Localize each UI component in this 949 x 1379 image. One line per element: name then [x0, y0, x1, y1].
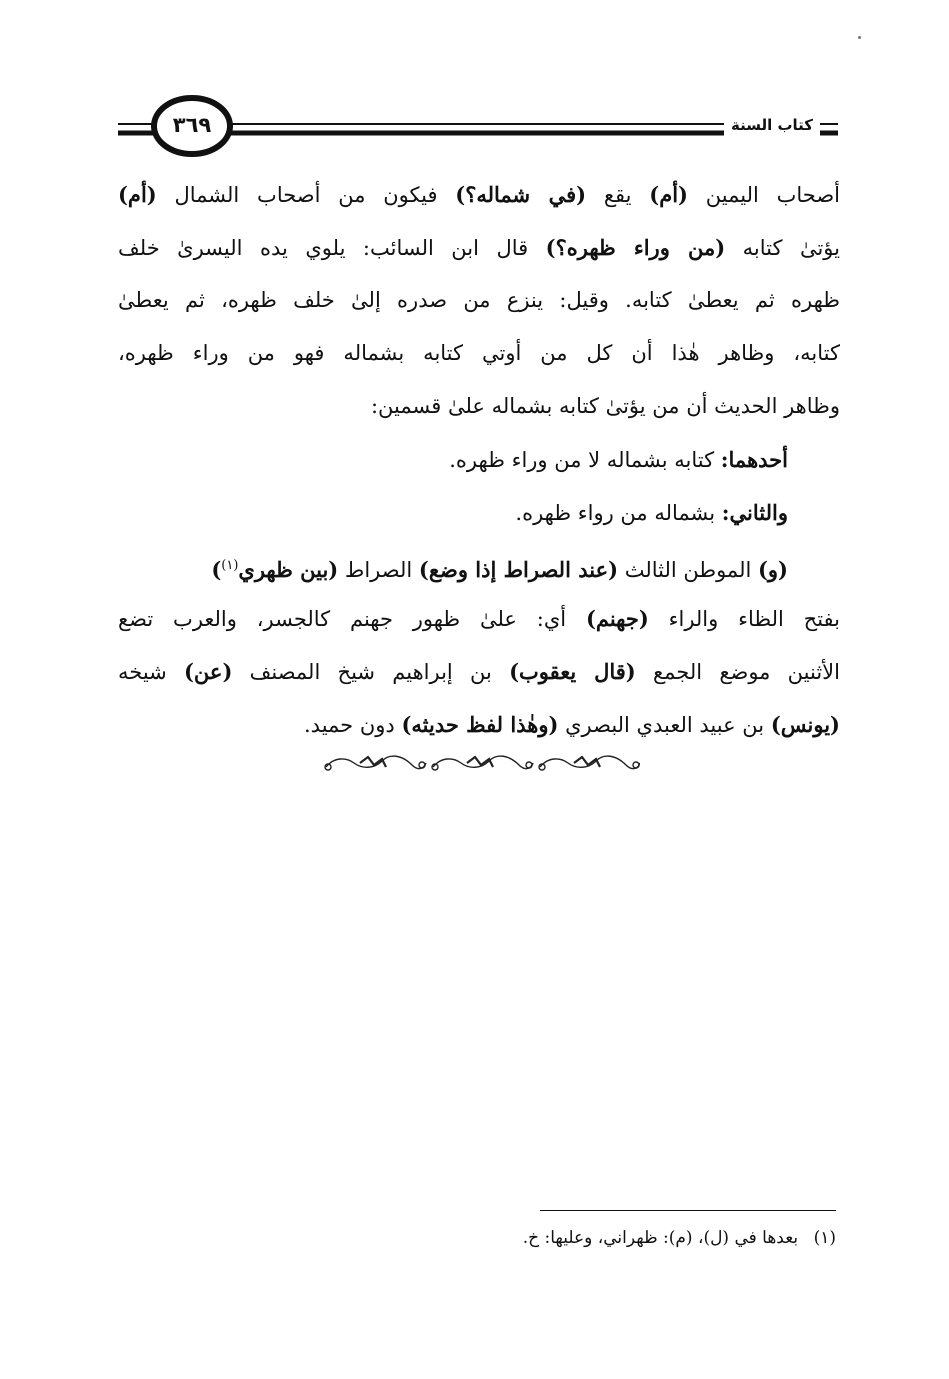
main-text: [118, 168, 840, 751]
text-line-6: أحدهما: كتابه بشماله لا من وراء ظهره.: [449, 447, 788, 472]
text-line-2: يؤتىٰ كتابه (من وراء ظهره؟) قال ابن السائب: يلوي يده اليسرىٰ خلف: [118, 235, 840, 260]
footnote-text: بعدها في (ل)، (م): ظهراني، وعليها: خ.: [522, 1228, 799, 1248]
text-line-9: بفتح الظاء والراء (جهنم) أي: علىٰ ظهور جهنم كالجسر، والعرب تضع: [118, 606, 840, 631]
text-line-10: الأثنين موضع الجمع (قال يعقوب) بن إبراهيم شيخ المصنف (عن) شيخه: [118, 659, 840, 684]
text-line-8: (و) الموطن الثالث (عند الصراط إذا وضع) الصراط (بين ظهري$^{(١)}$): [211, 557, 788, 582]
footnote-1: [380, 1218, 836, 1258]
page-header: [0, 0, 949, 170]
book-title: كتاب السنة: [724, 114, 820, 136]
text-line-4: كتابه، وظاهر هٰذا أن كل من أوتي كتابه بشماله فهو من وراء ظهره،: [118, 341, 840, 365]
text-line-7: والثاني: بشماله من رواء ظهره.: [515, 500, 788, 525]
text-line-11: (يونس) بن عبيد العبدي البصري (وهٰذا لفظ حديثه) دون حميد.: [304, 712, 840, 737]
footnote-ref: (١): [221, 558, 239, 573]
footnote-separator: [540, 1210, 836, 1211]
section-divider-ornament: [320, 745, 640, 781]
footnote-marker: (١): [813, 1228, 836, 1248]
text-line-3: ظهره ثم يعطىٰ كتابه. وقيل: ينزع من صدره إلىٰ خلف ظهره، ثم يعطىٰ: [118, 288, 840, 312]
scan-speck: [858, 36, 861, 39]
text-line-1: أصحاب اليمين (أم) يقع (في شماله؟) فيكون من أصحاب الشمال (أم): [118, 182, 840, 207]
page-number: ٣٦٩: [172, 113, 212, 137]
text-line-5: وظاهر الحديث أن من يؤتىٰ كتابه بشماله علىٰ قسمين:: [370, 394, 840, 418]
header-rule-graphic: [0, 0, 949, 170]
